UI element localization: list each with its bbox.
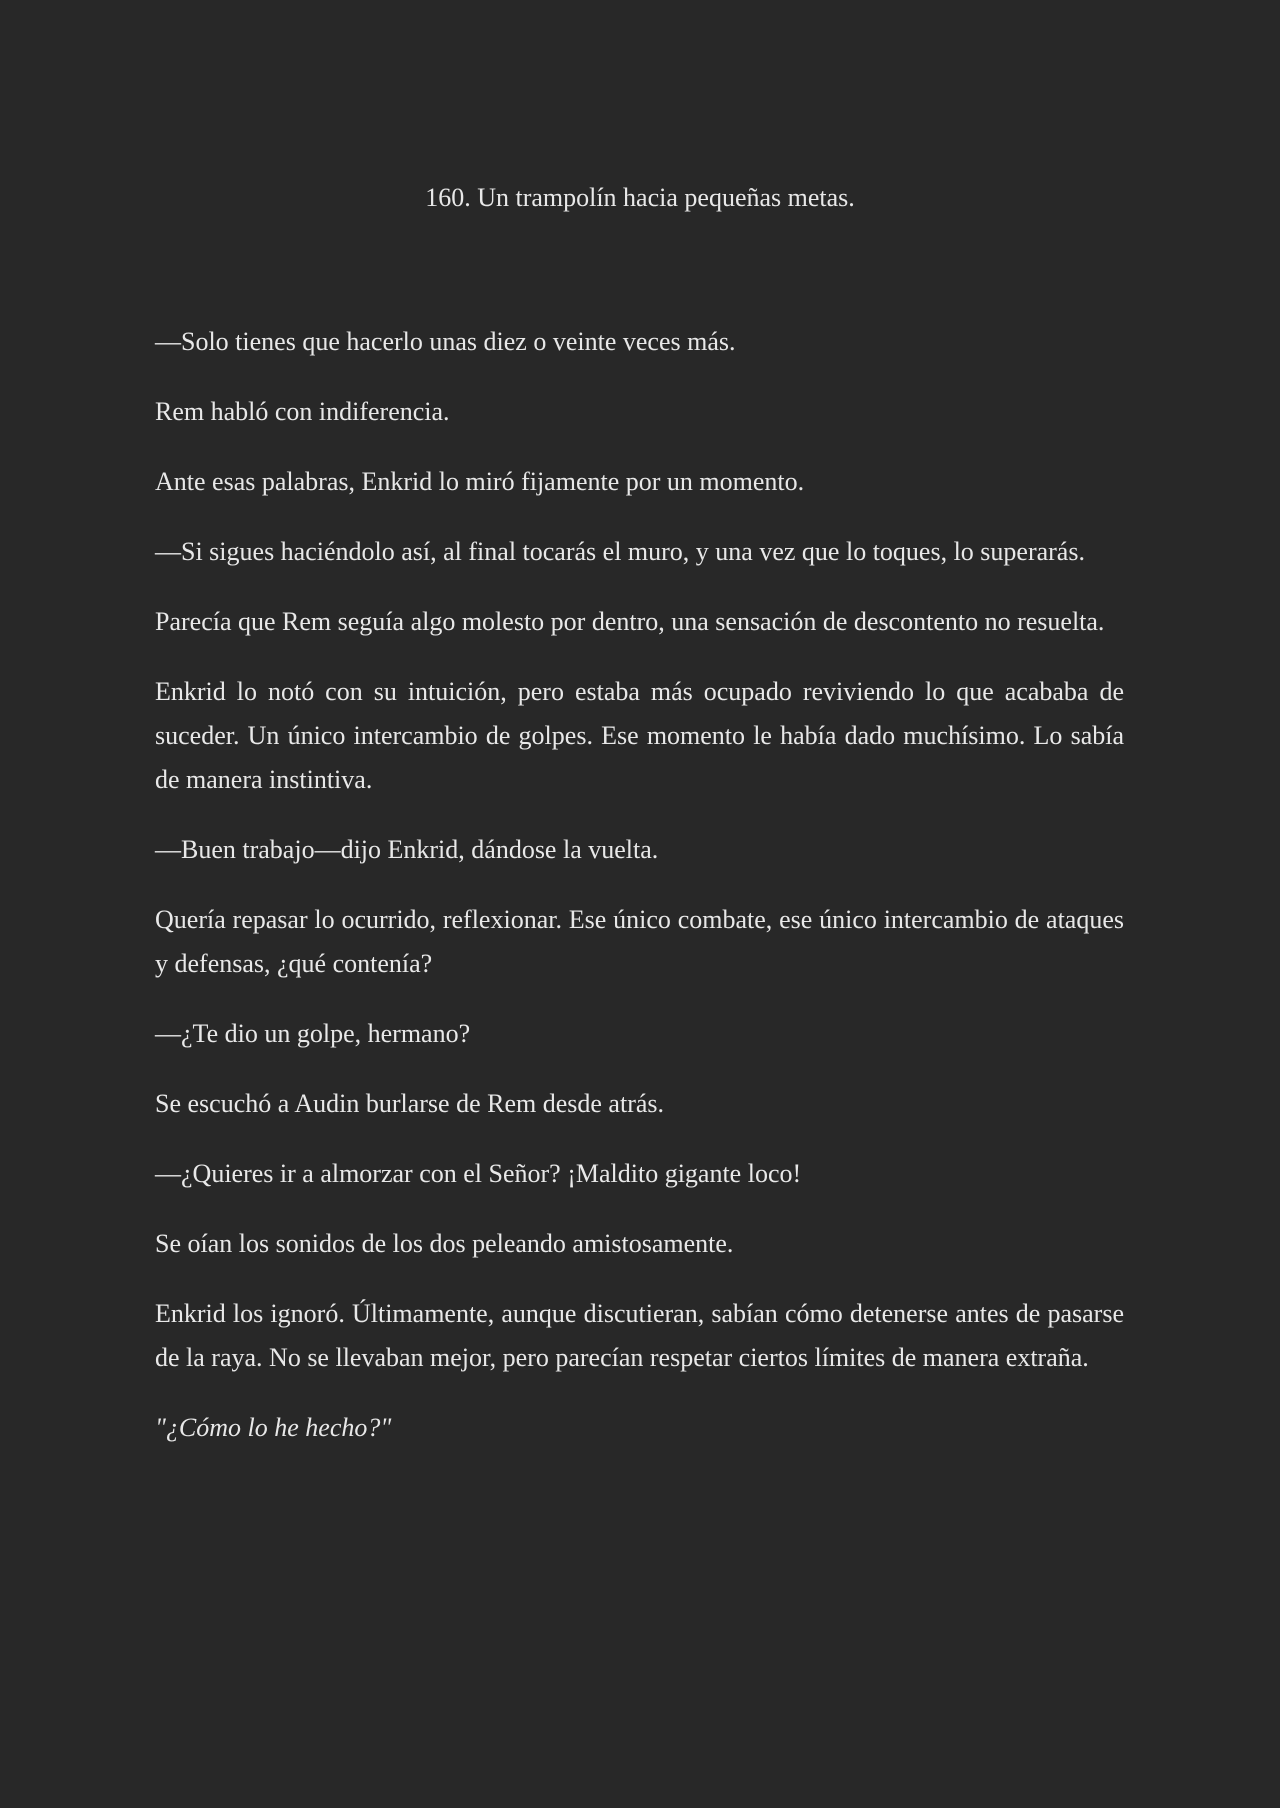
paragraph: Se oían los sonidos de los dos peleando amistosamente.	[155, 1229, 734, 1258]
paragraph: —¿Te dio un golpe, hermano?	[155, 1019, 471, 1048]
paragraph: Enkrid los ignoró. Últimamente, aunque discutieran, sabían cómo detenerse antes de pasarse de la raya. No se llevaban mejor, pero parecían respetar ciertos límites de manera extraña.	[155, 1299, 1124, 1372]
paragraph: Enkrid lo notó con su intuición, pero estaba más ocupado reviviendo lo que acababa de suceder. Un único intercambio de golpes. Ese momento le había dado muchísimo. Lo sabía de manera instintiva.	[155, 677, 1124, 794]
paragraph: —Si sigues haciéndolo así, al final tocarás el muro, y una vez que lo toques, lo superarás.	[155, 537, 1085, 566]
chapter-body	[155, 320, 1124, 1476]
paragraph: Rem habló con indiferencia.	[155, 397, 450, 426]
chapter-title: 160. Un trampolín hacia pequeñas metas.	[425, 183, 855, 212]
paragraph: Parecía que Rem seguía algo molesto por dentro, una sensación de descontento no resuelta.	[155, 607, 1105, 636]
paragraph: —Solo tienes que hacerlo unas diez o veinte veces más.	[155, 327, 736, 356]
paragraph: Ante esas palabras, Enkrid lo miró fijamente por un momento.	[155, 467, 805, 496]
paragraph: Quería repasar lo ocurrido, reflexionar. Ese único combate, ese único intercambio de ataques y defensas, ¿qué contenía?	[155, 905, 1124, 978]
paragraph: Se escuchó a Audin burlarse de Rem desde atrás.	[155, 1089, 665, 1118]
thought-paragraph: "¿Cómo lo he hecho?"	[155, 1413, 392, 1442]
paragraph: —¿Quieres ir a almorzar con el Señor? ¡Maldito gigante loco!	[155, 1159, 802, 1188]
paragraph: —Buen trabajo—dijo Enkrid, dándose la vuelta.	[155, 835, 659, 864]
